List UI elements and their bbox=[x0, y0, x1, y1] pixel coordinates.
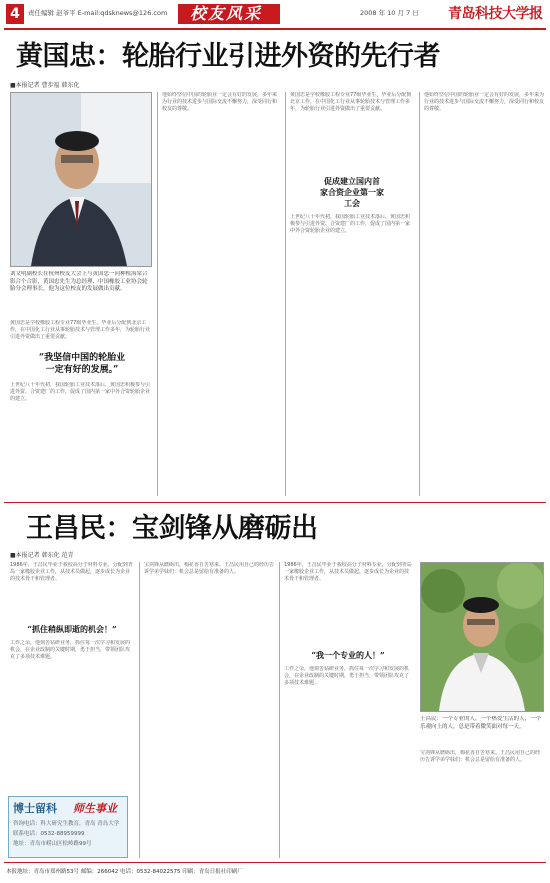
ad-title: 博士留科 bbox=[13, 802, 57, 815]
section-banner: 校友风采 bbox=[190, 4, 263, 23]
issue-date: 2008 年 10 月 7 日 bbox=[360, 9, 419, 17]
article1-text-col1-top: 黄国忠是学校橡胶工程专业77级毕业生，毕业后分配到北京工作，在中国化工行业从事轮胎技术与管理工作多年，为轮胎行业引进外资做出了重要贡献。 bbox=[10, 320, 151, 340]
editor-meta: 责任编辑 赵爷平 E-mail:qdsknews@126.com bbox=[28, 9, 168, 17]
article2-subhead bbox=[10, 624, 134, 635]
subhead-line: “我一个专业的人！” bbox=[311, 650, 385, 660]
article2-subhead2 bbox=[284, 650, 412, 661]
subhead-line: “抓住稍纵即逝的机会！” bbox=[27, 624, 117, 634]
ad-slogan: 师生事业 bbox=[73, 802, 117, 815]
article2-byline: ■本报记者 韩东化 范青 bbox=[10, 552, 74, 559]
column-divider bbox=[279, 562, 280, 858]
ad-line: 咨询电话：科大研究生教育，青岛 青岛大学 bbox=[13, 821, 120, 827]
article1-text-col1-bottom: 上世纪八十年代初，我国轮胎工业技术落后，黄国忠积极参与引进外资、合资建厂的工作，促成了国内第一家中外合资轮胎企业的建立。 bbox=[10, 382, 151, 402]
column-divider bbox=[285, 92, 286, 496]
article1-section-head bbox=[290, 176, 414, 209]
article1-photo bbox=[10, 92, 152, 267]
column-divider bbox=[139, 562, 140, 858]
article2-text-col3-bottom: 工作之余，他刻苦钻研业务，抓住每一次学习和发展的机会，在企业改制的关键时期，勇于担当，带领团队攻克了多项技术难题。 bbox=[284, 666, 410, 686]
section-head-line: 工会 bbox=[344, 198, 360, 208]
header-rule bbox=[4, 28, 546, 30]
article1-pullquote bbox=[14, 352, 150, 376]
footer-text: 本报地址：青岛市郑州路53号 邮编：266042 电话：0532-84022575 印刷：青岛日报社印刷厂 bbox=[6, 869, 243, 875]
article2-photo-caption: 王昌民：一个专业的人，一个热爱生活的人，一个乐观向上的人，总是带着微笑面对每一天。 bbox=[420, 716, 542, 730]
pullquote-line: 一定有好的发展。” bbox=[45, 365, 119, 375]
column-divider bbox=[419, 92, 420, 496]
page-number: 4 bbox=[6, 4, 24, 24]
footer-rule bbox=[4, 862, 546, 863]
article2-text-col3-top: 1986年，王昌民毕业于我校高分子材料专业，分配到青岛一家橡胶企业工作，从技术员做起，逐步成长为企业的技术骨干和管理者。 bbox=[284, 562, 412, 582]
article1-text-col3-bottom: 上世纪八十年代初，我国轮胎工业技术落后，黄国忠积极参与引进外资、合资建厂的工作，促成了国内第一家中外合资轮胎企业的建立。 bbox=[290, 214, 411, 234]
article1-byline: ■本报记者 曹步福 韩东化 bbox=[10, 82, 80, 89]
column-divider bbox=[157, 92, 158, 496]
article2-photo bbox=[420, 562, 544, 712]
newspaper-name: 青岛科技大学报 bbox=[448, 6, 543, 22]
ad-line: 地址：青岛市崂山区松岭路99号 bbox=[13, 841, 92, 847]
pullquote-line: “我坚信中国的轮胎业 bbox=[38, 353, 126, 363]
section-head-line: 促成建立国内首 bbox=[324, 176, 380, 186]
article1-photo-caption: 刘文明副校长在杭州校友大会上与黄国忠一同种植海棠合影合个合影，黄国忠先生为总经理、中国橡胶工业协会轮胎分会理事长，他为这位校友的发展做出贡献。 bbox=[10, 271, 148, 292]
advertisement bbox=[8, 796, 128, 858]
portrait-illustration bbox=[11, 93, 151, 266]
article-separator bbox=[4, 502, 546, 503]
article2-text-col1-top: 1986年，王昌民毕业于我校高分子材料专业，分配到青岛一家橡胶企业工作，从技术员做起，逐步成长为企业的技术骨干和管理者。 bbox=[10, 562, 133, 582]
article2-title: 王昌民：宝剑锋从磨砺出 bbox=[26, 513, 318, 544]
article2-text-col4: 宝剑锋从磨砺出，梅花香自苦寒来。王昌民用自己的经历告诉学弟学妹们：机会总是留给有准备的人。 bbox=[420, 750, 541, 763]
portrait-illustration bbox=[421, 563, 543, 711]
article2-text-col1-bottom: 工作之余，他刻苦钻研业务，抓住每一次学习和发展的机会，在企业改制的关键时期，勇于担当，带领团队攻克了多项技术难题。 bbox=[10, 640, 131, 660]
article1-text-col3-top: 黄国忠是学校橡胶工程专业77级毕业生，毕业后分配到北京工作，在中国化工行业从事轮胎技术与管理工作多年，为轮胎行业引进外资做出了重要贡献。 bbox=[290, 92, 412, 112]
section-head-line: 家合资企业第一家 bbox=[320, 187, 384, 197]
page-header bbox=[0, 0, 550, 28]
article2-text-col2: 宝剑锋从磨砺出，梅花香自苦寒来。王昌民用自己的经历告诉学弟学妹们：机会总是留给有准备的人。 bbox=[144, 562, 274, 575]
ad-line: 联系电话：0532-88959999 bbox=[13, 831, 85, 837]
article1-text-col2: 他始终坚信中国的轮胎业一定会有好的发展，多年来为行业的技术进步与国际交流不懈努力，深受同行和校友的尊敬。 bbox=[162, 92, 278, 112]
article1-title: 黄国忠：轮胎行业引进外资的先行者 bbox=[16, 41, 440, 72]
article1-text-col4: 他始终坚信中国的轮胎业一定会有好的发展，多年来为行业的技术进步与国际交流不懈努力，深受同行和校友的尊敬。 bbox=[424, 92, 544, 112]
